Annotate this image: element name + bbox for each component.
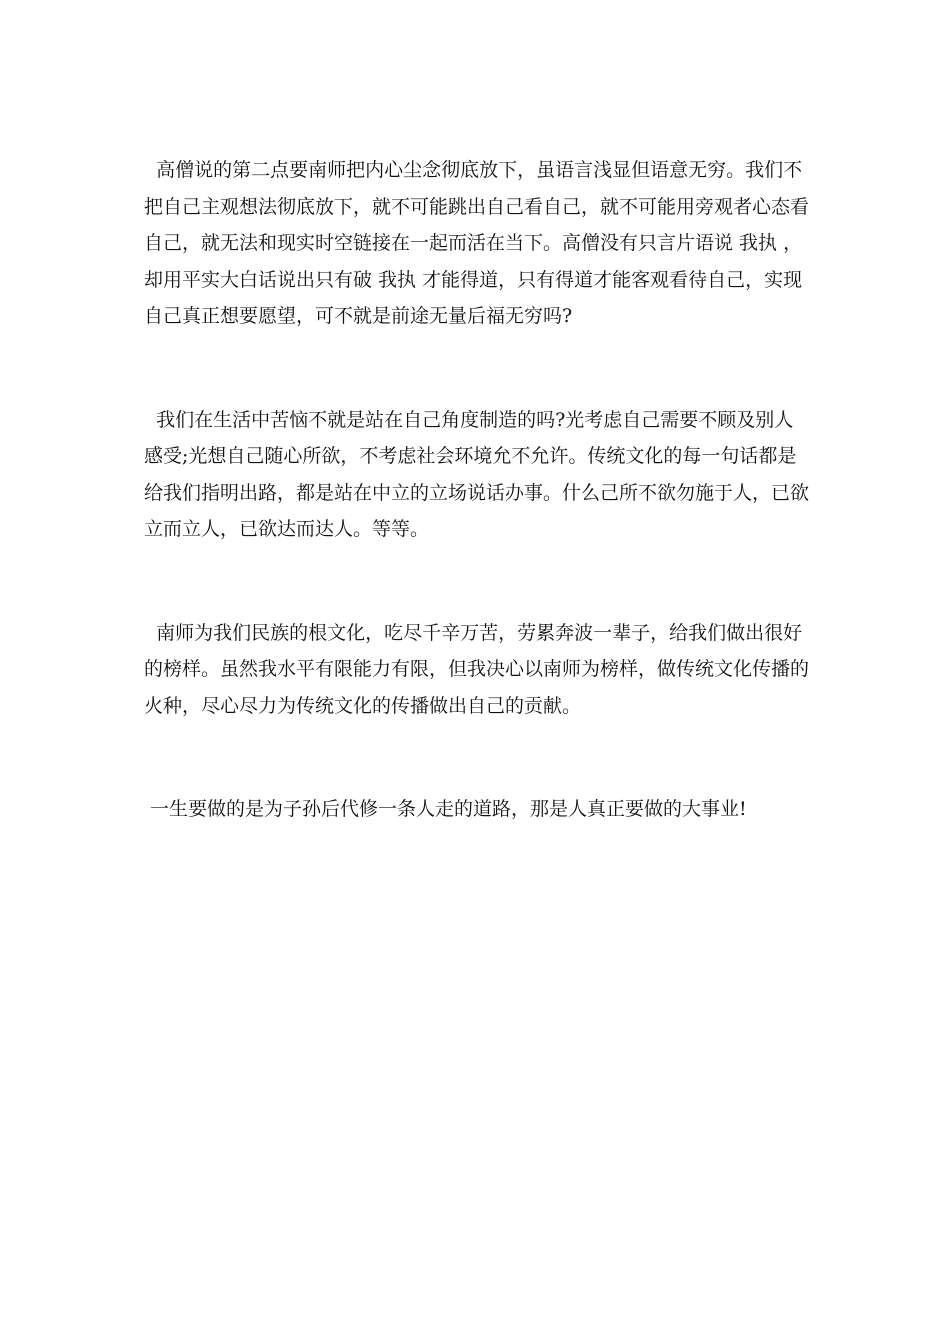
paragraph-1: 高僧说的第二点要南师把内心尘念彻底放下，虽语言浅显但语意无穷。我们不把自己主观想法彻底放下，就不可能跳出自己看自己，就不可能用旁观者心态看自己，就无法和现实时空链接在一起而活在当下。高僧没有只言片语说 我执 ，却用平实大白话说出只有破 我执 才能得道，只有得道才能客观看待自己，实现自己真正想要愿望，可不就是前途无量后福无穷吗? (144, 159, 810, 327)
paragraph-2: 我们在生活中苦恼不就是站在自己角度制造的吗?光考虑自己需要不顾及别人感受;光想自己随心所欲，不考虑社会环境允不允许。传统文化的每一句话都是给我们指明出路，都是站在中立的立场说话办事。什么己所不欲勿施于人，已欲立而立人，已欲达而达人。等等。 (144, 408, 810, 540)
paragraph-3: 南师为我们民族的根文化，吃尽千辛万苦，劳累奔波一辈子，给我们做出很好的榜样。虽然我水平有限能力有限，但我决心以南师为榜样，做传统文化传播的火种，尽心尽力为传统文化的传播做出自己的贡献。 (144, 621, 810, 717)
document-body (144, 152, 810, 828)
paragraph-4: 一生要做的是为子孙后代修一条人走的道路，那是人真正要做的大事业! (144, 798, 747, 820)
